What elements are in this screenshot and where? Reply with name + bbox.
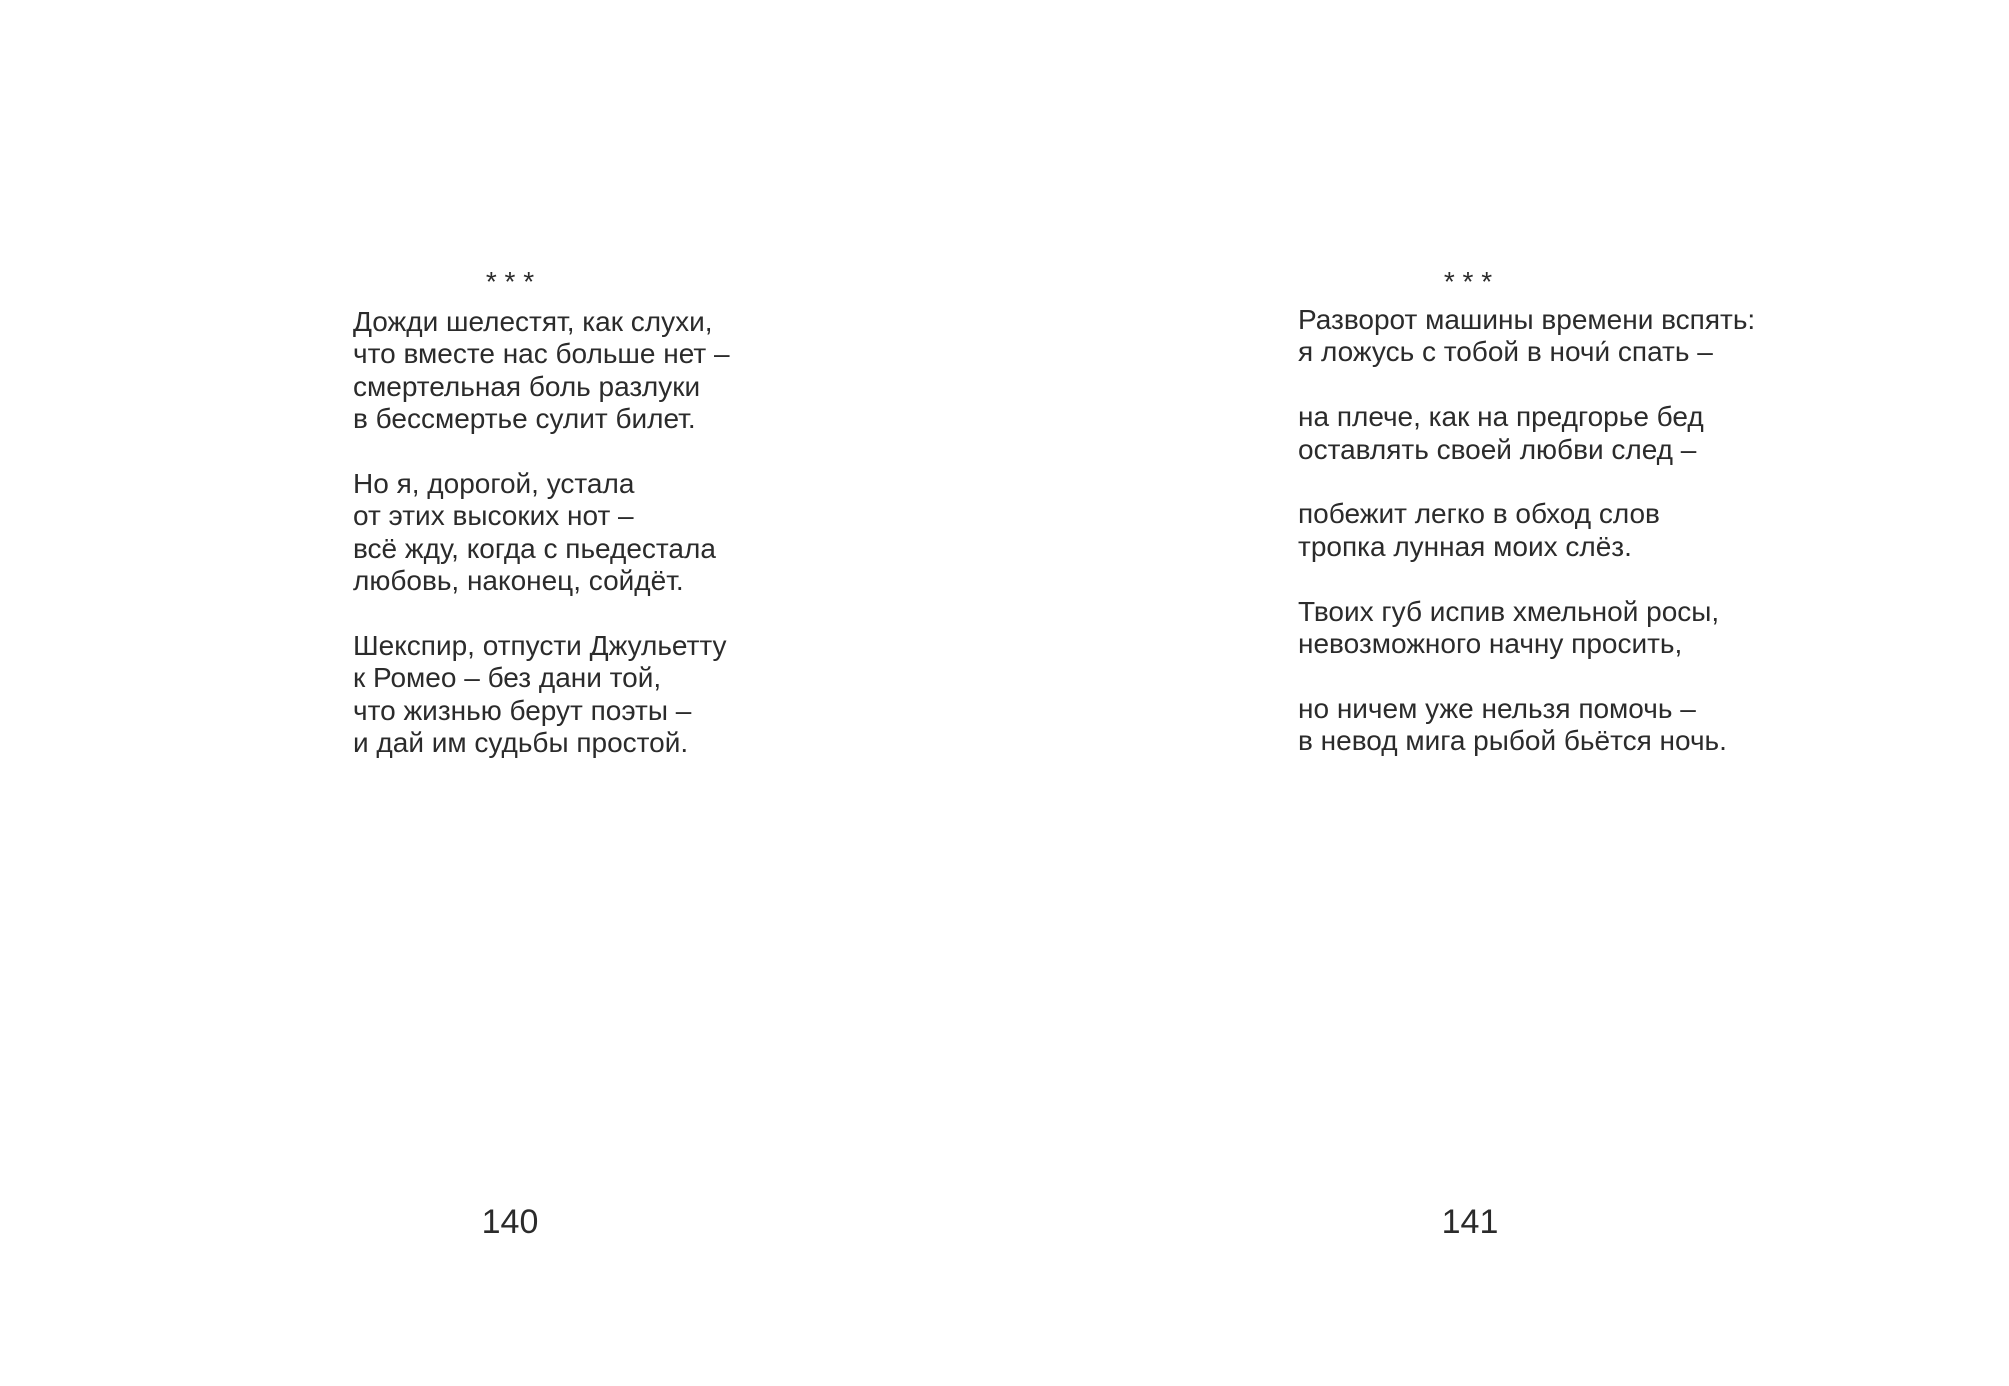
poem-line: Шекспир, отпусти Джульетту [353, 630, 727, 662]
page-number-right: 141 [1441, 1203, 1499, 1241]
poem-line: и дай им судьбы простой. [353, 727, 689, 759]
poem-line: невозможного начну просить, [1298, 628, 1683, 660]
poem-line: но ничем уже нельзя помочь – [1298, 692, 1696, 724]
poem-line: на плече, как на предгорье бед [1298, 401, 1704, 433]
poem-line: в бессмертье сулит билет. [353, 403, 696, 435]
poem-line: к Ромео – без дани той, [353, 662, 662, 694]
poem-line: Дожди шелестят, как слухи, [353, 306, 713, 337]
poem-line: побежит легко в обход слов [1298, 498, 1660, 530]
poem-line: от этих высоких нот – [353, 500, 634, 532]
page-number-left: 140 [481, 1203, 539, 1241]
poem-line: Разворот машины времени вспять: [1298, 304, 1756, 335]
poem-line: тропка лунная моих слёз. [1298, 530, 1632, 562]
poem-line: любовь, наконец, сойдёт. [353, 565, 684, 597]
stanza [1298, 596, 1755, 661]
poem-line: Но я, дорогой, устала [353, 468, 635, 500]
poem-right [1298, 304, 1755, 790]
poem-line: Твоих губ испив хмельной росы, [1298, 595, 1720, 627]
poem-line: что жизнью берут поэты – [353, 694, 692, 726]
poem-line: что вместе нас больше нет – [353, 338, 730, 370]
stanza [1298, 401, 1755, 466]
poem-line: в невод мига рыбой бьётся ночь. [1298, 725, 1727, 757]
poem-line: я ложусь с тобой в ночи́ спать – [1298, 336, 1713, 368]
poem-line: всё жду, когда с пьедестала [353, 532, 716, 564]
asterisk-ornament-right: * * * [1443, 266, 1493, 297]
stanza [1298, 304, 1755, 369]
poem-line: оставлять своей любви след – [1298, 433, 1697, 465]
stanza [353, 630, 730, 760]
asterisk-ornament-left: * * * [485, 266, 535, 297]
stanza [1298, 498, 1755, 563]
stanza [1298, 693, 1755, 758]
poem-left [353, 306, 730, 792]
stanza [353, 468, 730, 598]
poem-line: смертельная боль разлуки [353, 370, 701, 402]
stanza [353, 306, 730, 436]
